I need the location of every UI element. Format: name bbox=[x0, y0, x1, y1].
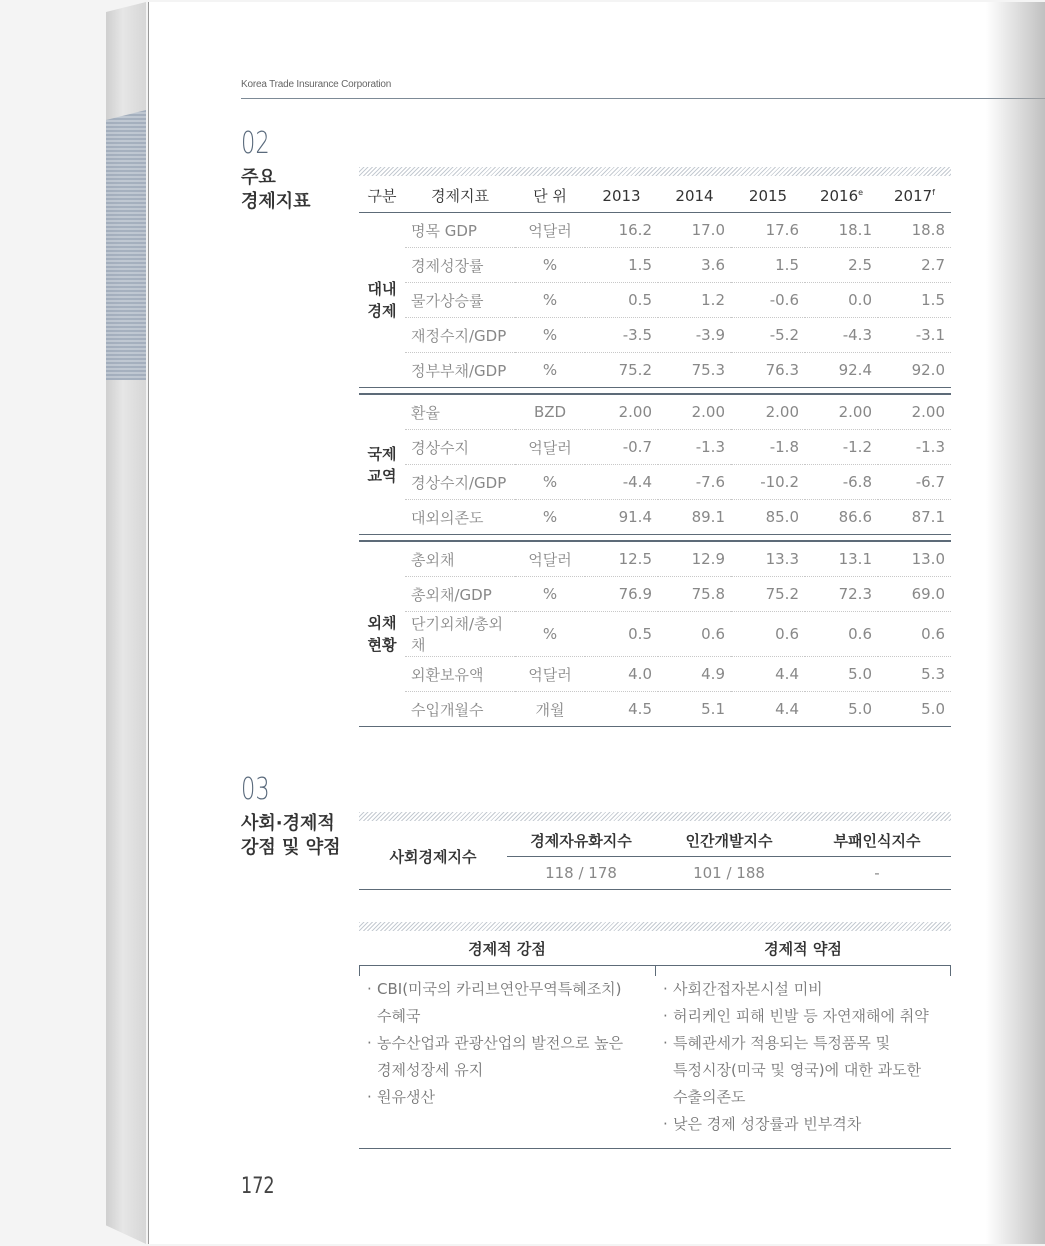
indicator-value: 4.4 bbox=[731, 657, 805, 692]
indicator-value: 2.00 bbox=[805, 394, 878, 430]
indicator-value: -1.3 bbox=[878, 430, 951, 465]
indicator-unit: 개월 bbox=[515, 692, 585, 727]
bullet-mark: · bbox=[367, 1034, 372, 1052]
indicator-unit: % bbox=[515, 577, 585, 612]
indicator-value: 91.4 bbox=[585, 500, 658, 535]
indicator-value: -3.9 bbox=[658, 318, 731, 353]
weakness-item bbox=[663, 1111, 945, 1138]
indicator-name: 수입개월수 bbox=[405, 692, 515, 727]
indicator-value: 86.6 bbox=[805, 500, 878, 535]
table-hatch-bar bbox=[359, 167, 951, 176]
indicator-value: 2.00 bbox=[731, 394, 805, 430]
bullet-mark: · bbox=[663, 1007, 668, 1025]
indicator-unit: 억달러 bbox=[515, 213, 585, 248]
indicator-value: 0.5 bbox=[585, 612, 658, 657]
table-row bbox=[359, 394, 951, 430]
indicator-value: -4.3 bbox=[805, 318, 878, 353]
weakness-item bbox=[663, 1030, 945, 1111]
social-hatch-bar bbox=[359, 812, 951, 821]
indicator-value: 87.1 bbox=[878, 500, 951, 535]
indicator-unit: % bbox=[515, 248, 585, 283]
divider-tick bbox=[655, 966, 656, 976]
divider-tick bbox=[950, 966, 951, 976]
indicator-value: 18.8 bbox=[878, 213, 951, 248]
col-2017: 2017$^f$ bbox=[878, 179, 951, 213]
table-row bbox=[359, 465, 951, 500]
weakness-item-text: 허리케인 피해 빈발 등 자연재해에 취약 bbox=[673, 1007, 929, 1025]
table-row bbox=[359, 248, 951, 283]
weakness-item-text: 특혜관세가 적용되는 특정품목 및 특정시장(미국 및 영국)에 대한 과도한 수출의존도 bbox=[673, 1034, 922, 1106]
indicator-value: -1.3 bbox=[658, 430, 731, 465]
indicator-value: 75.3 bbox=[658, 353, 731, 388]
indicator-value: 13.3 bbox=[731, 541, 805, 577]
weakness-item-text: 사회간접자본시설 미비 bbox=[673, 980, 823, 998]
indicator-value: -5.2 bbox=[731, 318, 805, 353]
indicator-value: 0.6 bbox=[658, 612, 731, 657]
indicator-value: 18.1 bbox=[805, 213, 878, 248]
indicator-value: 1.5 bbox=[585, 248, 658, 283]
col-category: 구분 bbox=[359, 179, 405, 213]
indicator-value: 17.0 bbox=[658, 213, 731, 248]
indicator-value: -6.7 bbox=[878, 465, 951, 500]
indicator-value: 13.1 bbox=[805, 541, 878, 577]
indicator-name: 단기외채/총외채 bbox=[405, 612, 515, 657]
page-fold-shadow bbox=[986, 2, 1045, 1244]
indicator-value: 0.0 bbox=[805, 283, 878, 318]
weakness-item bbox=[663, 1003, 945, 1030]
indicator-value: 75.8 bbox=[658, 577, 731, 612]
social-value-3: - bbox=[803, 857, 951, 890]
indicator-name: 재정수지/GDP bbox=[405, 318, 515, 353]
social-index-table bbox=[359, 824, 951, 890]
indicator-value: 4.4 bbox=[731, 692, 805, 727]
indicator-value: -1.8 bbox=[731, 430, 805, 465]
table-header-row bbox=[359, 179, 951, 213]
indicator-value: 0.5 bbox=[585, 283, 658, 318]
group-label: 국제 교역 bbox=[359, 394, 405, 535]
strength-item-text: 원유생산 bbox=[377, 1088, 435, 1106]
indicator-value: 5.0 bbox=[805, 657, 878, 692]
forecast-mark: f bbox=[932, 187, 935, 197]
indicator-value: 1.5 bbox=[731, 248, 805, 283]
indicator-value: 92.4 bbox=[805, 353, 878, 388]
social-header-2: 인간개발지수 bbox=[655, 824, 803, 857]
strength-hatch-bar bbox=[359, 922, 951, 931]
indicator-unit: 억달러 bbox=[515, 430, 585, 465]
table-row bbox=[359, 283, 951, 318]
indicator-value: 2.7 bbox=[878, 248, 951, 283]
section-03-number: 03 bbox=[241, 772, 270, 807]
indicator-value: -3.5 bbox=[585, 318, 658, 353]
indicator-name: 경제성장률 bbox=[405, 248, 515, 283]
table-row bbox=[359, 213, 951, 248]
weaknesses-heading: 경제적 약점 bbox=[764, 940, 842, 958]
document-page bbox=[148, 2, 1045, 1244]
bullet-mark: · bbox=[663, 1115, 668, 1133]
divider-tick bbox=[359, 966, 360, 976]
bullet-mark: · bbox=[367, 980, 372, 998]
strength-item-text: 농수산업과 관광산업의 발전으로 높은 경제성장세 유지 bbox=[377, 1034, 624, 1079]
indicator-value: 5.1 bbox=[658, 692, 731, 727]
strengths-list bbox=[359, 966, 655, 1148]
indicator-value: 3.6 bbox=[658, 248, 731, 283]
indicator-name: 외환보유액 bbox=[405, 657, 515, 692]
section-02-number: 02 bbox=[241, 126, 270, 161]
indicator-value: 13.0 bbox=[878, 541, 951, 577]
table-row bbox=[359, 500, 951, 535]
indicator-value: 2.00 bbox=[585, 394, 658, 430]
social-value-1: 118 / 178 bbox=[507, 857, 655, 890]
indicator-value: 75.2 bbox=[731, 577, 805, 612]
table-row bbox=[359, 541, 951, 577]
weakness-item bbox=[663, 976, 945, 1003]
strength-item bbox=[367, 1084, 649, 1111]
bullet-mark: · bbox=[663, 1034, 668, 1052]
indicator-unit: BZD bbox=[515, 394, 585, 430]
indicator-name: 정부부채/GDP bbox=[405, 353, 515, 388]
table-row bbox=[359, 612, 951, 657]
strength-item bbox=[367, 976, 649, 1030]
indicator-name: 경상수지 bbox=[405, 430, 515, 465]
social-header-1: 경제자유화지수 bbox=[507, 824, 655, 857]
social-row-label: 사회경제지수 bbox=[359, 824, 507, 890]
economic-indicators-table bbox=[359, 179, 951, 727]
indicator-unit: % bbox=[515, 353, 585, 388]
indicator-value: 5.0 bbox=[805, 692, 878, 727]
indicator-value: 12.5 bbox=[585, 541, 658, 577]
indicator-value: 92.0 bbox=[878, 353, 951, 388]
strengths-heading: 경제적 강점 bbox=[468, 940, 546, 958]
table-row bbox=[359, 657, 951, 692]
indicator-value: 16.2 bbox=[585, 213, 658, 248]
weaknesses-list bbox=[655, 966, 951, 1148]
indicator-value: 85.0 bbox=[731, 500, 805, 535]
col-2014: 2014 bbox=[658, 179, 731, 213]
bullet-mark: · bbox=[663, 980, 668, 998]
page-number: 172 bbox=[241, 1174, 275, 1199]
col-unit: 단 위 bbox=[515, 179, 585, 213]
indicator-name: 물가상승률 bbox=[405, 283, 515, 318]
indicator-value: 75.2 bbox=[585, 353, 658, 388]
indicator-value: 1.5 bbox=[878, 283, 951, 318]
section-03-title: 사회·경제적 강점 및 약점 bbox=[241, 813, 341, 858]
weakness-item-text: 낮은 경제 성장률과 빈부격차 bbox=[673, 1115, 862, 1133]
indicator-value: 4.9 bbox=[658, 657, 731, 692]
indicator-value: 69.0 bbox=[878, 577, 951, 612]
group-label: 대내 경제 bbox=[359, 213, 405, 388]
indicator-unit: % bbox=[515, 612, 585, 657]
indicator-value: -1.2 bbox=[805, 430, 878, 465]
indicator-unit: % bbox=[515, 283, 585, 318]
section-02-title: 주요 경제지표 bbox=[241, 167, 311, 212]
strength-item bbox=[367, 1030, 649, 1084]
indicator-unit: % bbox=[515, 465, 585, 500]
indicator-value: 12.9 bbox=[658, 541, 731, 577]
indicator-value: 5.3 bbox=[878, 657, 951, 692]
indicator-value: 0.6 bbox=[805, 612, 878, 657]
table-row bbox=[359, 318, 951, 353]
indicator-value: 4.5 bbox=[585, 692, 658, 727]
indicator-name: 명목 GDP bbox=[405, 213, 515, 248]
indicator-value: 72.3 bbox=[805, 577, 878, 612]
indicator-unit: % bbox=[515, 500, 585, 535]
indicator-value: 89.1 bbox=[658, 500, 731, 535]
indicator-value: 0.6 bbox=[878, 612, 951, 657]
estimate-mark: e bbox=[858, 187, 864, 197]
indicator-name: 경상수지/GDP bbox=[405, 465, 515, 500]
table-row bbox=[359, 430, 951, 465]
col-2016: 2016e bbox=[805, 179, 878, 213]
indicator-value: 76.3 bbox=[731, 353, 805, 388]
col-indicator: 경제지표 bbox=[405, 179, 515, 213]
social-value-2: 101 / 188 bbox=[655, 857, 803, 890]
indicator-name: 대외의존도 bbox=[405, 500, 515, 535]
indicator-value: 17.6 bbox=[731, 213, 805, 248]
col-2015: 2015 bbox=[731, 179, 805, 213]
indicator-value: -0.6 bbox=[731, 283, 805, 318]
book-edge-band bbox=[106, 110, 148, 380]
indicator-unit: 억달러 bbox=[515, 657, 585, 692]
running-header: Korea Trade Insurance Corporation bbox=[241, 79, 392, 90]
indicator-value: 0.6 bbox=[731, 612, 805, 657]
indicator-value: -6.8 bbox=[805, 465, 878, 500]
indicator-value: -7.6 bbox=[658, 465, 731, 500]
table-row bbox=[359, 692, 951, 727]
header-rule bbox=[241, 98, 1045, 99]
indicator-value: 2.5 bbox=[805, 248, 878, 283]
indicator-value: 2.00 bbox=[878, 394, 951, 430]
table-row bbox=[359, 353, 951, 388]
social-header-3: 부패인식지수 bbox=[803, 824, 951, 857]
indicator-name: 환율 bbox=[405, 394, 515, 430]
col-2013: 2013 bbox=[585, 179, 658, 213]
table-row bbox=[359, 577, 951, 612]
indicator-value: 5.0 bbox=[878, 692, 951, 727]
group-label: 외채 현황 bbox=[359, 541, 405, 727]
indicator-name: 총외채/GDP bbox=[405, 577, 515, 612]
indicator-value: -10.2 bbox=[731, 465, 805, 500]
indicator-name: 총외채 bbox=[405, 541, 515, 577]
indicator-value: -0.7 bbox=[585, 430, 658, 465]
indicator-unit: 억달러 bbox=[515, 541, 585, 577]
bullet-mark: · bbox=[367, 1088, 372, 1106]
indicator-value: 4.0 bbox=[585, 657, 658, 692]
indicator-value: -3.1 bbox=[878, 318, 951, 353]
strengths-weaknesses-table bbox=[359, 934, 951, 1149]
indicator-value: 2.00 bbox=[658, 394, 731, 430]
strength-item-text: CBI(미국의 카리브연안무역특혜조치) 수혜국 bbox=[377, 980, 622, 1025]
indicator-value: -4.4 bbox=[585, 465, 658, 500]
indicator-unit: % bbox=[515, 318, 585, 353]
indicator-value: 76.9 bbox=[585, 577, 658, 612]
indicator-value: 1.2 bbox=[658, 283, 731, 318]
